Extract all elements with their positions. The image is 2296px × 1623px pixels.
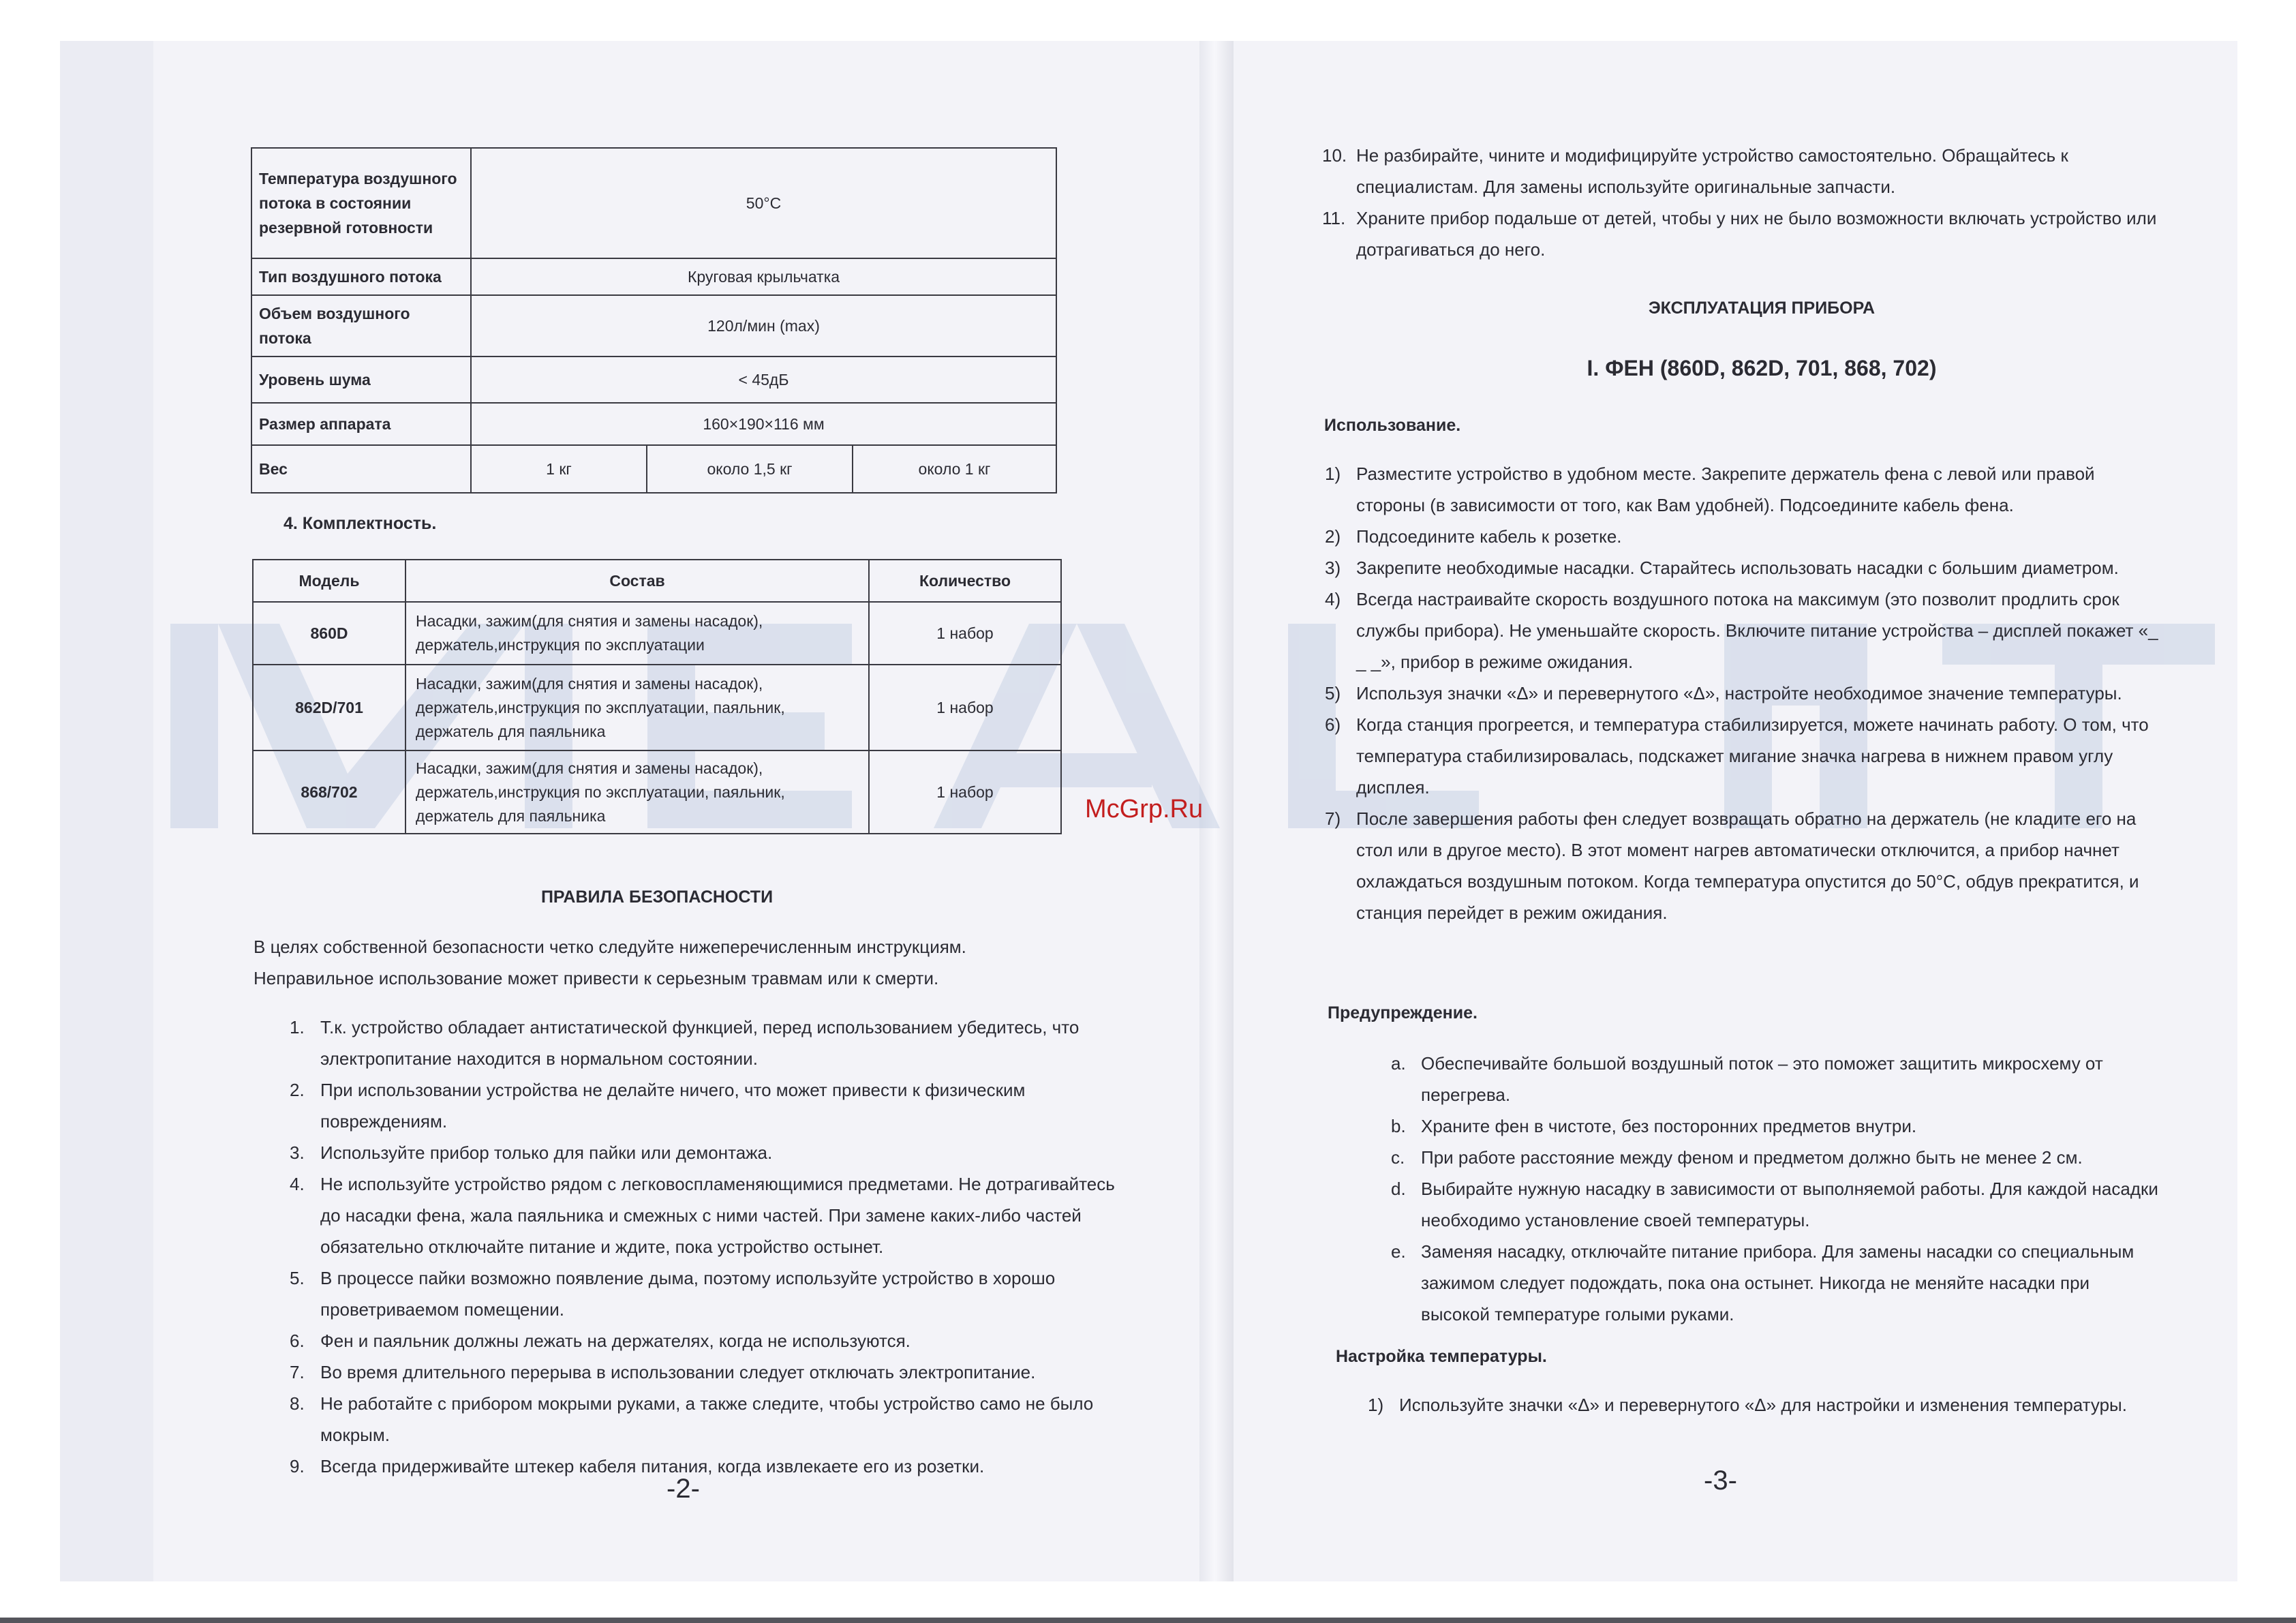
- item-number: 10.: [1322, 145, 1347, 166]
- spec-label: Размер аппарата: [251, 403, 471, 445]
- kit-qty: 1 набор: [869, 602, 1061, 665]
- item-text: Не работайте с прибором мокрыми руками, а также следите, чтобы устройство само не было мокрым.: [320, 1393, 1094, 1445]
- item-text: Используйте прибор только для пайки или демонтажа.: [320, 1142, 773, 1163]
- item-number: c.: [1391, 1147, 1405, 1168]
- item-text: Не разбирайте, чините и модифицируйте устройство самостоятельно. Обращайтесь к специалистам. Для замены используйте оригинальные запчасти.: [1356, 145, 2068, 197]
- usage-item: [1325, 458, 2160, 521]
- item-text: Обеспечивайте большой воздушный поток – это поможет защитить микросхему от перегрева.: [1421, 1053, 2103, 1105]
- item-text: Разместите устройство в удобном месте. Закрепите держатель фена с левой или правой стороны (в зависимости от того, как Вам удобней). Подсоедините кабель фена.: [1356, 464, 2095, 515]
- item-number: b.: [1391, 1116, 1406, 1136]
- scanner-edge: [0, 1618, 2296, 1623]
- item-text: Заменяя насадку, отключайте питание прибора. Для замены насадки со специальным зажимом следует подождать, пока она остынет. Никогда не меняйте насадки при высокой температуре голыми руками.: [1421, 1241, 2134, 1324]
- item-number: 1.: [290, 1017, 305, 1037]
- warning-list: [1391, 1048, 2160, 1330]
- item-number: 11.: [1322, 208, 1346, 228]
- kit-qty: 1 набор: [869, 665, 1061, 750]
- usage-heading: Использование.: [1324, 416, 1461, 435]
- spec-label: Объем воздушного потока: [251, 295, 471, 357]
- item-number: 3.: [290, 1142, 305, 1163]
- item-number: 6): [1325, 714, 1341, 735]
- warning-item: [1391, 1048, 2160, 1110]
- usage-item: [1325, 521, 2160, 552]
- spec-value: 1 кг: [471, 445, 647, 493]
- item-number: 4.: [290, 1174, 305, 1194]
- item-number: e.: [1391, 1241, 1406, 1262]
- page-fold: [1199, 41, 1234, 1581]
- safety-item: [290, 1451, 1138, 1482]
- safety-item: [290, 1356, 1138, 1388]
- item-number: 1): [1368, 1395, 1384, 1415]
- item-text: Подсоедините кабель к розетке.: [1356, 526, 1622, 547]
- safety-item: [290, 1325, 1138, 1356]
- usage-item: [1325, 552, 2160, 583]
- kit-model: 862D/701: [253, 665, 405, 750]
- item-text: В процессе пайки возможно появление дыма, поэтому используйте устройство в хорошо проветриваемом помещении.: [320, 1268, 1056, 1320]
- kit-header: Состав: [405, 560, 869, 602]
- operation-subtitle: I. ФЕН (860D, 862D, 701, 868, 702): [1587, 356, 1937, 380]
- watermark-text: McGrp.Ru: [1085, 795, 1204, 823]
- spec-value: 160×190×116 мм: [471, 403, 1056, 445]
- spec-value: 120л/мин (max): [471, 295, 1056, 357]
- kit-table: [252, 559, 1062, 834]
- item-text: Всегда настраивайте скорость воздушного потока на максимум (это позволит продлить срок службы прибора). Не уменьшайте скорость. Включите питание устройства – дисплей покажет «_ _ _», прибор в режиме ожидания.: [1356, 589, 2158, 672]
- spec-value: 50°C: [471, 148, 1056, 258]
- item-text: Закрепите необходимые насадки. Старайтесь использовать насадки с большим диаметром.: [1356, 558, 2119, 578]
- item-number: 5): [1325, 683, 1341, 703]
- warning-item: [1391, 1142, 2160, 1173]
- item-number: a.: [1391, 1053, 1406, 1074]
- safety-item: [290, 1388, 1138, 1451]
- page-number-right: -3-: [1704, 1466, 1737, 1496]
- usage-item: [1325, 583, 2160, 678]
- item-text: Не используйте устройство рядом с легковоспламеняющимися предметами. Не дотрагивайтесь до насадки фена, жала паяльника и смежных с ними частей. При замене каких-либо частей обязательно отключайте питание и ждите, пока устройство остынет.: [320, 1174, 1115, 1257]
- usage-item: [1325, 709, 2160, 803]
- safety-list: [290, 1012, 1138, 1482]
- item-number: 2): [1325, 526, 1341, 547]
- safety-title: ПРАВИЛА БЕЗОПАСНОСТИ: [540, 888, 774, 907]
- item-text: Т.к. устройство обладает антистатической функцией, перед использованием убедитесь, что электропитание находится в нормальном состоянии.: [320, 1017, 1080, 1069]
- kit-contents: Насадки, зажим(для снятия и замены насадок), держатель,инструкция по эксплуатации, паяльник, держатель для паяльника: [405, 665, 869, 750]
- kit-model: 860D: [253, 602, 405, 665]
- item-text: После завершения работы фен следует возвращать обратно на держатель (не кладите его на стол или в другое место). В этот момент нагрев автоматически отключится, а прибор начнет охлаждаться воздушным потоком. Когда температура опустится до 50°C, обдув прекратится, и станция перейдет в режим ожидания.: [1356, 808, 2139, 923]
- item-number: 7): [1325, 808, 1341, 829]
- warning-item: [1391, 1173, 2160, 1236]
- kit-qty: 1 набор: [869, 750, 1061, 834]
- item-text: При работе расстояние между феном и предметом должно быть не менее 2 см.: [1421, 1147, 2083, 1168]
- warning-item: [1391, 1236, 2160, 1330]
- item-text: Фен и паяльник должны лежать на держателях, когда не используются.: [320, 1331, 910, 1351]
- item-number: 4): [1325, 589, 1341, 609]
- kit-contents: Насадки, зажим(для снятия и замены насадок), держатель,инструкция по эксплуатации, паяльник, держатель для паяльника: [405, 750, 869, 834]
- item-number: 5.: [290, 1268, 305, 1288]
- warning-item: [1391, 1110, 2160, 1142]
- usage-list: [1325, 458, 2160, 928]
- spec-value: < 45дБ: [471, 357, 1056, 403]
- kit-header: Модель: [253, 560, 405, 602]
- safety-item: [1322, 202, 2160, 265]
- temperature-list: [1368, 1389, 2149, 1421]
- item-number: 6.: [290, 1331, 305, 1351]
- item-number: 9.: [290, 1456, 305, 1476]
- safety-item: [290, 1168, 1138, 1262]
- item-number: 1): [1325, 464, 1341, 484]
- kit-contents: Насадки, зажим(для снятия и замены насадок), держатель,инструкция по эксплуатации: [405, 602, 869, 665]
- spec-value: Круговая крыльчатка: [471, 258, 1056, 295]
- usage-item: [1325, 803, 2160, 928]
- item-text: При использовании устройства не делайте ничего, что может привести к физическим повреждениям.: [320, 1080, 1026, 1132]
- safety-item: [290, 1074, 1138, 1137]
- operation-title: ЭКСПЛУАТАЦИЯ ПРИБОРА: [1648, 299, 1876, 318]
- page-number-left: -2-: [667, 1474, 700, 1504]
- item-number: 3): [1325, 558, 1341, 578]
- spec-label: Тип воздушного потока: [251, 258, 471, 295]
- item-number: d.: [1391, 1179, 1406, 1199]
- usage-item: [1325, 678, 2160, 709]
- spec-value: около 1 кг: [853, 445, 1056, 493]
- temperature-heading: Настройка температуры.: [1336, 1347, 1547, 1366]
- item-text: Храните фен в чистоте, без посторонних предметов внутри.: [1421, 1116, 1917, 1136]
- item-text: Всегда придерживайте штекер кабеля питания, когда извлекаете его из розетки.: [320, 1456, 985, 1476]
- item-text: Выбирайте нужную насадку в зависимости от выполняемой работы. Для каждой насадки необходимо установление своей температуры.: [1421, 1179, 2158, 1230]
- kit-header: Количество: [869, 560, 1061, 602]
- safety-item: [290, 1012, 1138, 1074]
- item-text: Храните прибор подальше от детей, чтобы у них не было возможности включать устройство или дотрагиваться до него.: [1356, 208, 2157, 260]
- safety-item: [290, 1137, 1138, 1168]
- kit-heading: 4. Комплектность.: [284, 514, 437, 533]
- item-text: Во время длительного перерыва в использовании следует отключать электропитание.: [320, 1362, 1036, 1382]
- item-text: Используйте значки «Δ» и перевернутого «Δ» для настройки и изменения температуры.: [1399, 1395, 2127, 1415]
- spec-label: Вес: [251, 445, 471, 493]
- spec-label: Уровень шума: [251, 357, 471, 403]
- spec-value: около 1,5 кг: [647, 445, 853, 493]
- item-number: 8.: [290, 1393, 305, 1414]
- item-number: 7.: [290, 1362, 305, 1382]
- kit-model: 868/702: [253, 750, 405, 834]
- item-text: Используя значки «Δ» и перевернутого «Δ», настройте необходимое значение температуры.: [1356, 683, 2122, 703]
- safety-intro: В целях собственной безопасности четко следуйте нижеперечисленным инструкциям. Неправильное использование может привести к серьезным травмам или к смерти.: [254, 937, 966, 988]
- temperature-item: [1368, 1389, 2149, 1421]
- spec-label: Температура воздушного потока в состоянии резервной готовности: [251, 148, 471, 258]
- item-number: 2.: [290, 1080, 305, 1100]
- item-text: Когда станция прогреется, и температура стабилизируется, можете начинать работу. О том, что температура стабилизировалась, подскажет мигание значка нагрева в нижнем правом углу дисплея.: [1356, 714, 2149, 798]
- safety-list-continued: [1322, 140, 2160, 265]
- safety-item: [1322, 140, 2160, 202]
- specs-table: [251, 147, 1057, 494]
- warning-heading: Предупреждение.: [1328, 1003, 1478, 1022]
- safety-item: [290, 1262, 1138, 1325]
